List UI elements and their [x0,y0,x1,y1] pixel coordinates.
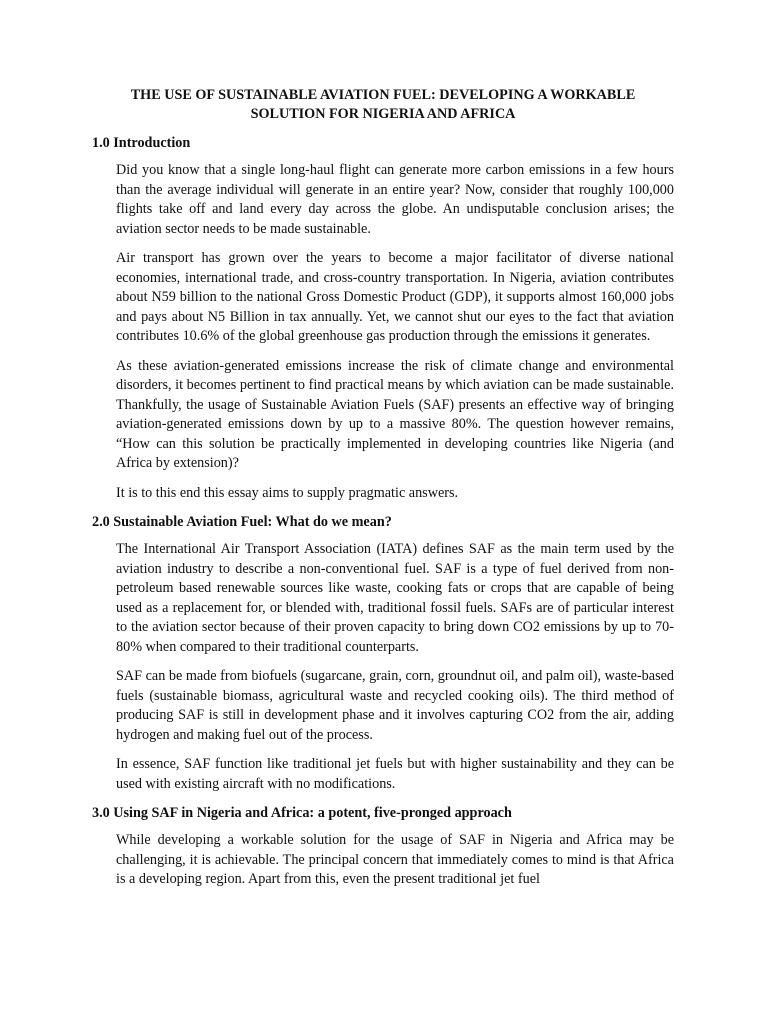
paragraph: The International Air Transport Association (IATA) defines SAF as the main term used by the aviation industry to describe a non-conventional fuel. SAF is a type of fuel derived from non-petroleum based renewable sources like waste, cooking fats or crops that are capable of being used as a replacement for, or blended with, traditional fossil fuels. SAFs are of particular interest to the aviation sector because of their proven capacity to bring down CO2 emissions by up to 70-80% when compared to their traditional counterparts. [116,541,674,655]
section-heading: 1.0 Introduction [92,135,191,151]
section-saf-approach [92,804,674,890]
section-heading: 3.0 Using SAF in Nigeria and Africa: a potent, five-pronged approach [92,805,512,821]
paragraph: In essence, SAF function like traditional jet fuels but with higher sustainability and they can be used with existing aircraft with no modifications. [116,756,674,792]
paragraph: It is to this end this essay aims to supply pragmatic answers. [116,484,459,501]
section-heading: 2.0 Sustainable Aviation Fuel: What do we mean? [92,514,392,530]
paragraph: Did you know that a single long-haul flight can generate more carbon emissions in a few hours than the average individual will generate in an entire year? Now, consider that roughly 100,000 flights take off and land every day across the globe. An undisputable conclusion arises; the aviation sector needs to be made sustainable. [116,162,674,237]
paragraph: While developing a workable solution for the usage of SAF in Nigeria and Africa may be challenging, it is achievable. The principal concern that immediately comes to mind is that Africa is a developing region. Apart from this, even the present traditional jet fuel [116,832,674,887]
title-line-1: THE USE OF SUSTAINABLE AVIATION FUEL: DEVELOPING A WORKABLE [130,87,636,103]
paragraph: Air transport has grown over the years to become a major facilitator of diverse national economies, international trade, and cross-country transportation. In Nigeria, aviation contributes about N59 billion to the national Gross Domestic Product (GDP), it supports almost 160,000 jobs and pays about N5 Billion in tax annually. Yet, we cannot shut our eyes to the fact that aviation contributes 10.6% of the global greenhouse gas production through the emissions it generates. [116,250,674,344]
section-saf-definition [92,513,674,794]
title-line-2: SOLUTION FOR NIGERIA AND AFRICA [250,106,516,122]
section-introduction [92,134,674,503]
paragraph: As these aviation-generated emissions increase the risk of climate change and environmental disorders, it becomes pertinent to find practical means by which aviation can be made sustainable. Thankfully, the usage of Sustainable Aviation Fuels (SAF) presents an effective way of bringing aviation-generated emissions down by up to a massive 80%. The question however remains, “How can this solution be practically implemented in developing countries like Nigeria (and Africa by extension)? [116,357,674,471]
paragraph: SAF can be made from biofuels (sugarcane, grain, corn, groundnut oil, and palm oil), waste-based fuels (sustainable biomass, agricultural waste and recycled cooking oils). The third method of producing SAF is still in development phase and it involves capturing CO2 from the air, adding hydrogen and making fuel out of the process. [116,668,674,743]
document-title [92,86,674,124]
